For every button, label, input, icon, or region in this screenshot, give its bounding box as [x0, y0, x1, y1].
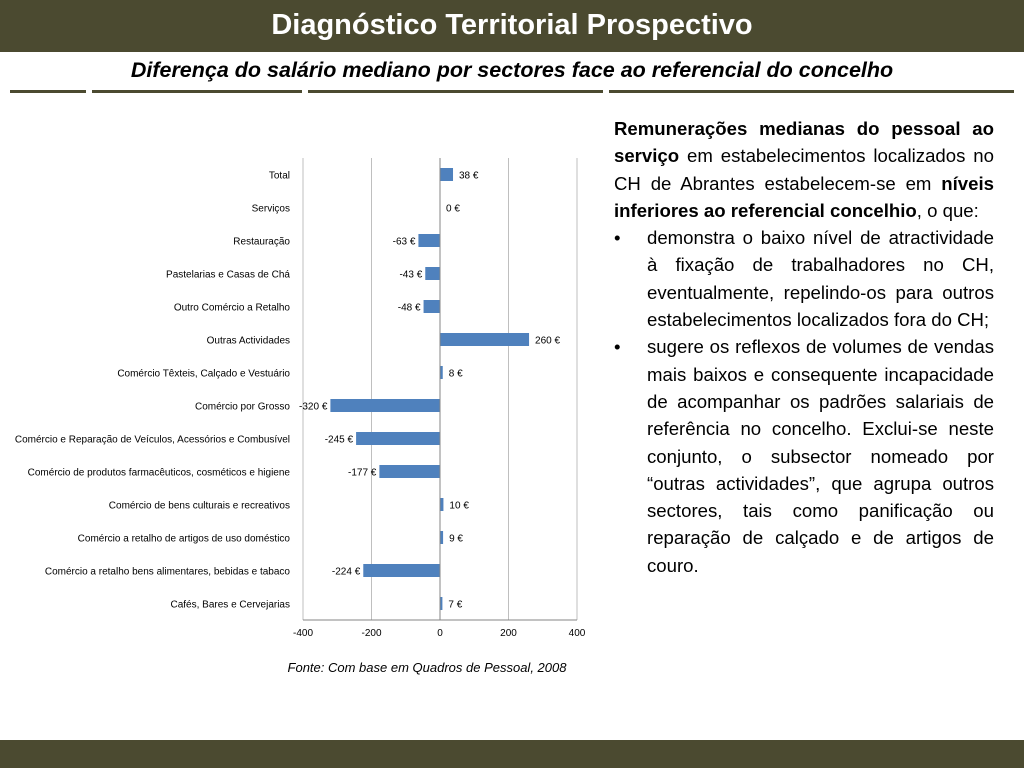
divider-line [609, 90, 1014, 93]
bar-chart [0, 140, 600, 650]
category-label: Restauração [233, 236, 290, 248]
data-label: -43 € [399, 269, 423, 281]
data-label: -63 € [392, 236, 416, 248]
description-panel [614, 115, 994, 579]
bar-chart-svg [0, 140, 600, 650]
page-title: Diagnóstico Territorial Prospectivo [271, 8, 753, 41]
description-intro [614, 115, 994, 224]
bar [440, 333, 529, 346]
data-label: 10 € [449, 500, 469, 512]
bar [418, 234, 440, 247]
bar [379, 465, 440, 478]
bar [425, 267, 440, 280]
data-label: 8 € [448, 368, 463, 380]
category-label: Outras Actividades [206, 335, 290, 347]
x-tick-label: 200 [500, 628, 517, 639]
category-label: Outro Comércio a Retalho [173, 302, 290, 314]
description-bullet [614, 333, 994, 579]
data-label: 9 € [449, 533, 463, 545]
bar [330, 399, 440, 412]
category-label: Comércio a retalho bens alimentares, bebidas e tabaco [44, 566, 290, 578]
category-label: Comércio de bens culturais e recreativos [108, 500, 290, 512]
data-label: -224 € [331, 566, 361, 578]
data-label: -48 € [397, 302, 421, 314]
chart-source-note: Fonte: Com base em Quadros de Pessoal, 2008 [287, 660, 567, 675]
bar [363, 564, 440, 577]
bullet-text: demonstra o baixo nível de atractividade à fixação de trabalhadores no CH, eventualmente, repelindo-os para outros estabelecimentos localizados fora do CH; [647, 227, 994, 331]
description-bullet-list [614, 224, 994, 579]
data-label: 7 € [448, 599, 463, 611]
category-label: Total [268, 170, 290, 182]
header-bar [0, 0, 1024, 52]
divider-line [10, 90, 86, 93]
bullet-text: sugere os reflexos de volumes de vendas mais baixos e consequente incapacidade de acompanhar os padrões salariais de referência no concelho. Exclui-se neste conjunto, o subsector nomeado por “outras actividades”, que agrupa outros sectores, tais como panificação ou reparação de calçado e de artigos de couro. [647, 336, 994, 576]
footer-bar [0, 740, 1024, 768]
category-label: Comércio de produtos farmacêuticos, cosméticos e higiene [27, 467, 290, 479]
data-label: -177 € [348, 467, 377, 479]
bar [440, 168, 453, 181]
category-label: Comércio Têxteis, Calçado e Vestuário [117, 368, 290, 380]
intro-segment-1: em estabelecimentos localizados no CH de Abrantes estabelecem-se em [614, 145, 994, 194]
category-label: Comércio por Grosso [194, 401, 290, 413]
bar [424, 300, 440, 313]
data-label: -320 € [299, 401, 328, 413]
category-label: Cafés, Bares e Cervejarias [170, 599, 290, 611]
slide-subtitle: Diferença do salário mediano por sectores face ao referencial do concelho [130, 58, 894, 82]
x-tick-label: 400 [568, 628, 586, 639]
divider-line [308, 90, 603, 93]
x-tick-label: -200 [361, 628, 382, 639]
x-tick-label: -400 [292, 628, 314, 639]
bar [440, 498, 443, 511]
intro-segment-3: , o que: [916, 199, 979, 221]
bar [356, 432, 440, 445]
category-label: Serviços [251, 203, 290, 215]
description-bullet [614, 224, 994, 333]
category-label: Comércio a retalho de artigos de uso doméstico [77, 533, 290, 545]
intro-segment-0: Remunerações medianas do pessoal ao serviço [614, 118, 994, 167]
data-label: 0 € [446, 203, 460, 215]
category-label: Comércio e Reparação de Veículos, Acessórios e Combusível [14, 434, 290, 446]
data-label: 38 € [459, 170, 479, 182]
category-label: Pastelarias e Casas de Chá [166, 269, 290, 281]
bullet-symbol: • [614, 227, 621, 249]
x-tick-label: 0 [437, 628, 443, 639]
data-label: -245 € [324, 434, 354, 446]
data-label: 260 € [535, 335, 561, 347]
divider-line [92, 90, 302, 93]
bullet-symbol: • [614, 336, 621, 358]
intro-segment-2: níveis inferiores ao referencial concelhio [614, 172, 994, 221]
